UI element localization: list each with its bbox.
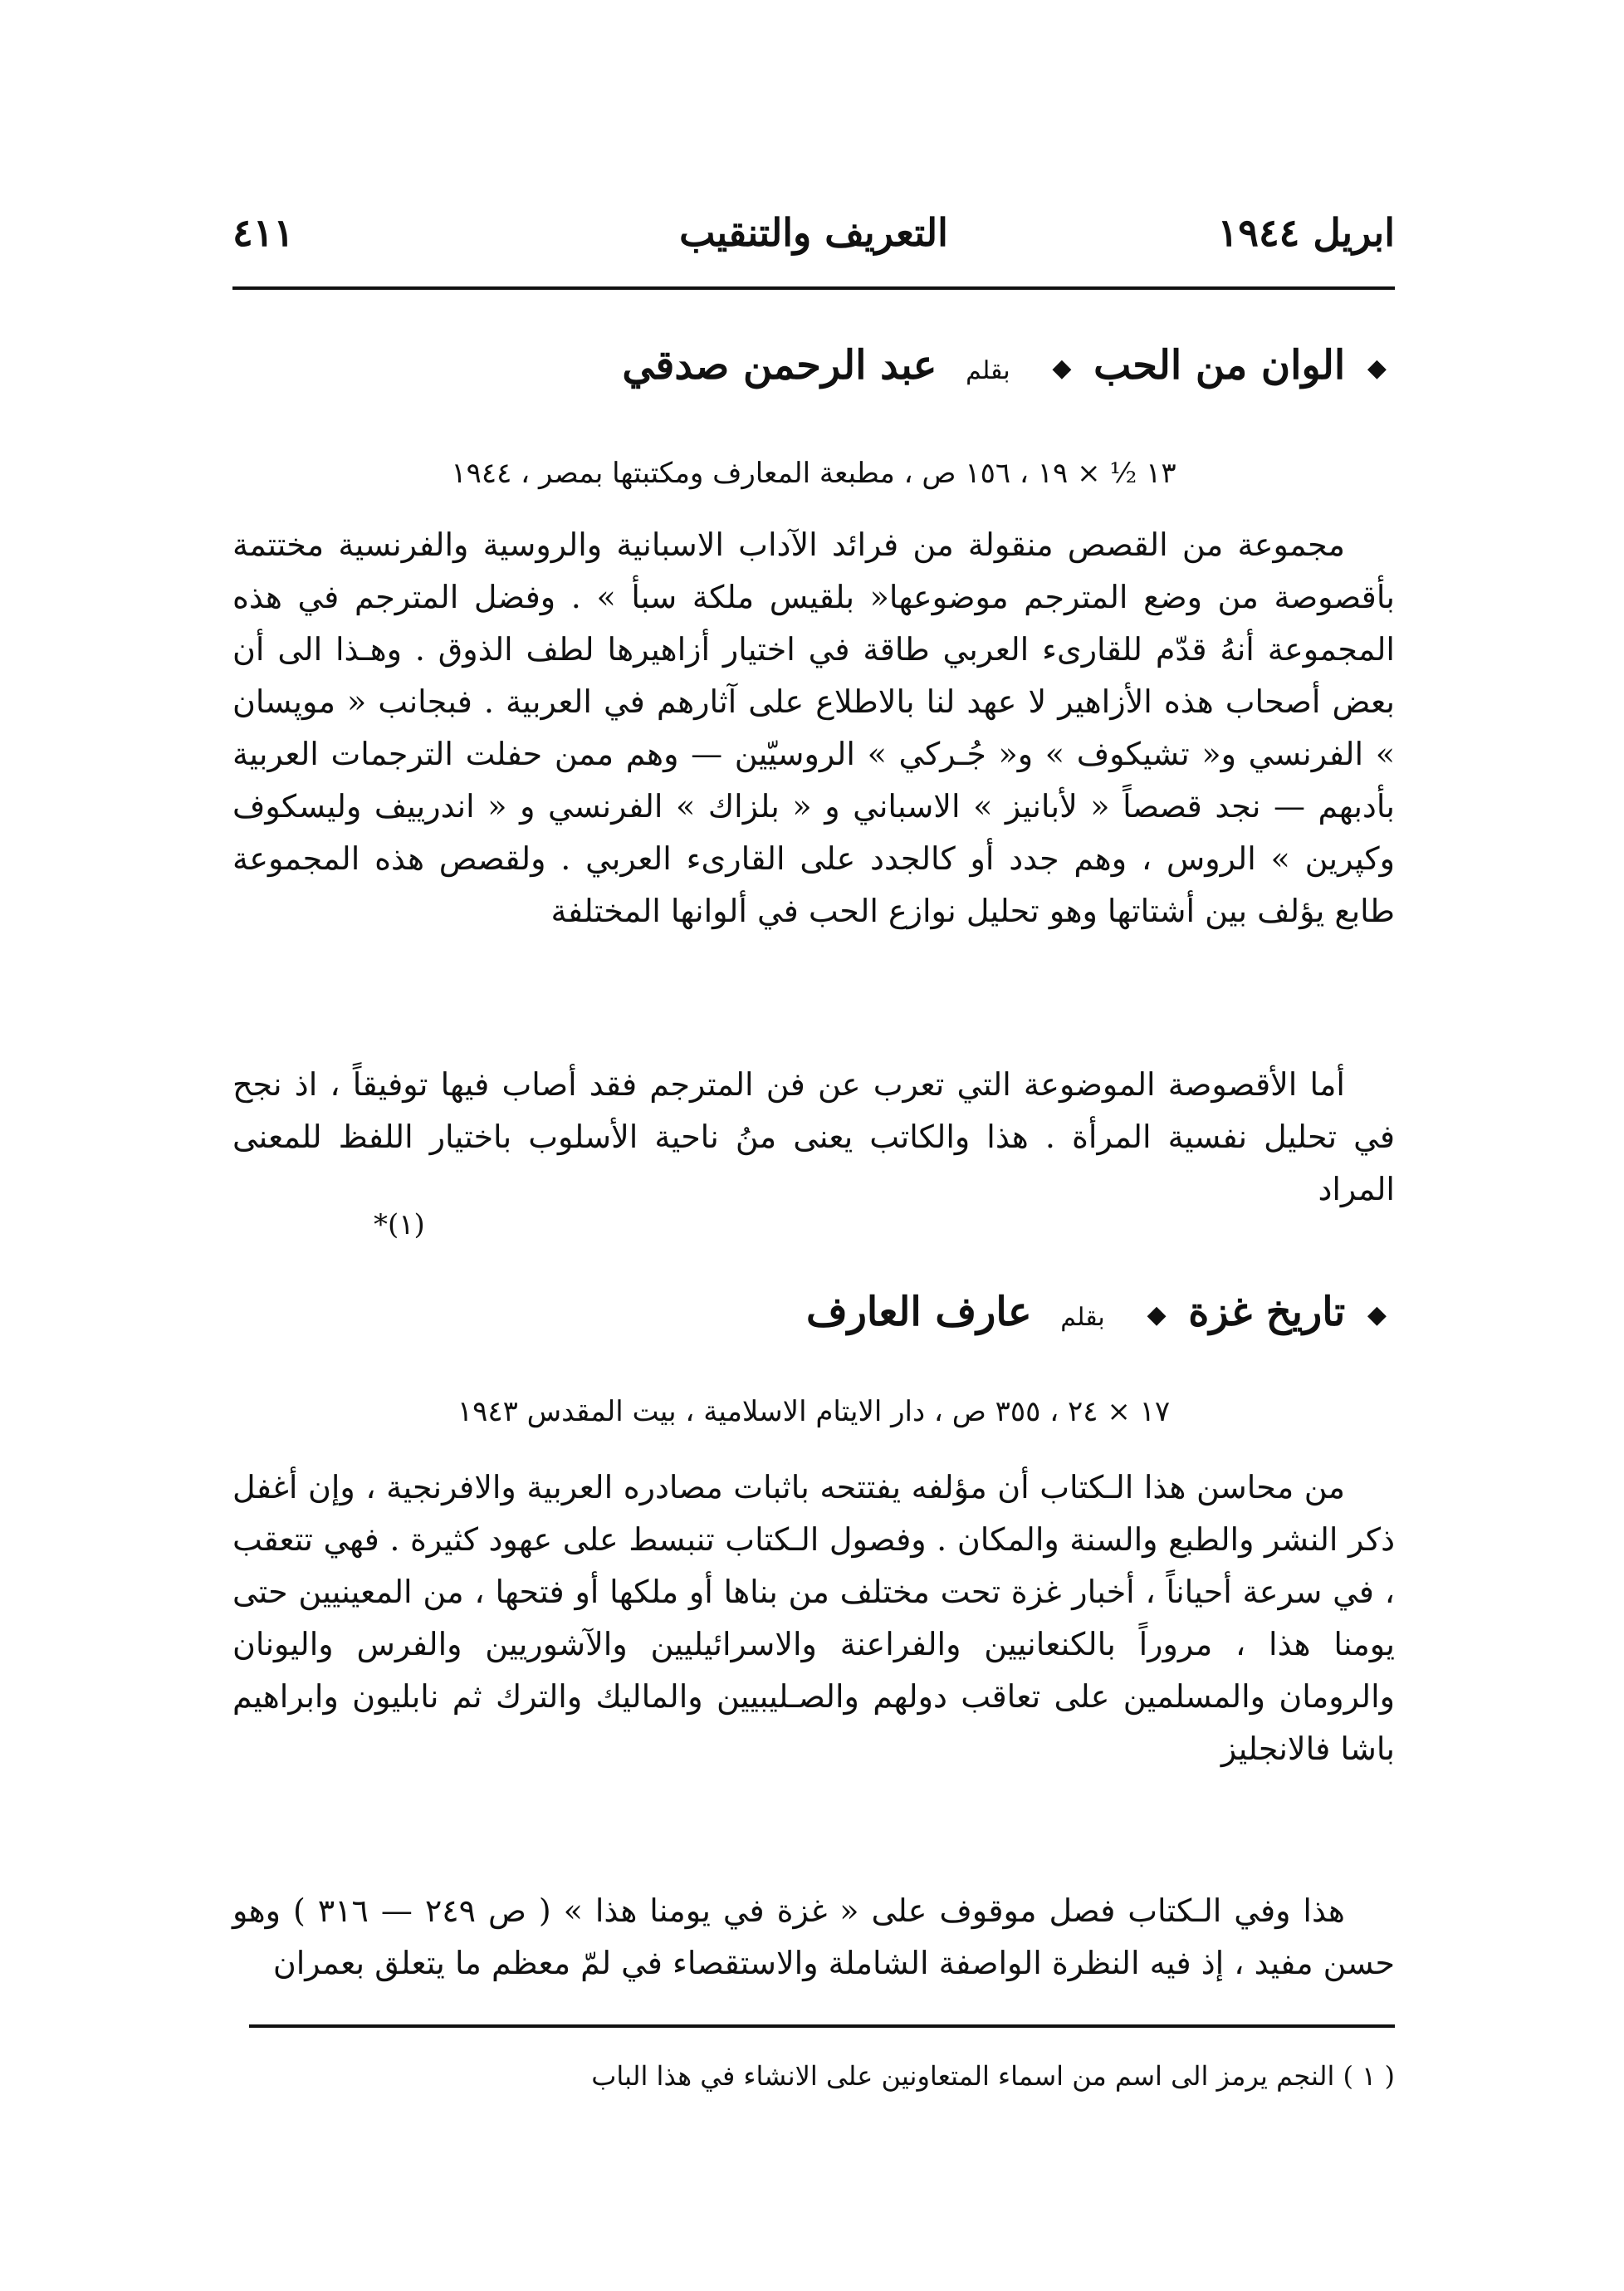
entry-heading: [232, 1275, 1395, 1355]
publication-info: ١٣ ½ × ١٩ ، ١٥٦ ص ، مطبعة المعارف ومكتبتها بمصر ، ١٩٤٤: [451, 457, 1176, 490]
entry-title-line: [232, 1275, 1395, 1355]
footnote: ( ١ ) النجم يرمز الى اسم من اسماء المتعاونين على الانشاء في هذا الباب: [591, 2060, 1395, 2092]
page-number: ٤١١: [232, 210, 295, 255]
by-label: بقلم: [966, 356, 1010, 385]
footnote-marker: *(١): [374, 1208, 425, 1241]
running-header: [232, 199, 1395, 266]
bullet-icon: ◆: [1147, 1300, 1167, 1329]
bullet-icon: ◆: [1367, 353, 1387, 383]
book-title: الوان من الحب: [1093, 342, 1346, 389]
review-paragraph: هذا وفي الـكتاب فصل موقوف على « غزة في يومنا هذا » ( ص ٢٤٩ — ٣١٦ ) وهو حسن مفيد ، إذ فيه النظرة الواصفة الشاملة والاستقصاء في لمّ معظم ما يتعلق بعمران: [232, 1892, 1395, 1981]
header-section-title: التعريف والتنقيب: [679, 210, 948, 255]
review-paragraph: مجموعة من القصص منقولة من فرائد الآداب الاسبانية والروسية والفرنسية مختتمة بأقصوصة من وضع المترجم موضوعها« بلقيس ملكة سبأ » . وفضل المترجم في هذه المجموعة أنهُ قدّم للقارىء العربي طاقة في اختيار أزاهيرها لطف الذوق . وهـذا الى أن بعض أصحاب هذه الأزاهير لا عهد لنا بالاطلاع على آثارهم في العربية . فبجانب « موپسان » الفرنسي و« تشيكوف » و« جُـركي » الروسيّين — وهم ممن حفلت الترجمات العربية بأدبهم — نجد قصصاً « لأبانيز » الاسباني و « بلزاك » الفرنسي و « اندرييف وليسكوف وكپرين » الروس ، وهم جدد أو كالجدد على القارىء العربي . ولقصص هذه المجموعة طابع يؤلف بين أشتاتها وهو تحليل نوازع الحب في ألوانها المختلفة: [232, 526, 1395, 929]
bullet-icon: ◆: [1367, 1300, 1387, 1329]
header-divider: [232, 286, 1395, 290]
footnote-divider: [249, 2024, 1395, 2028]
entry-title-line: [232, 328, 1395, 409]
review-paragraph: أما الأقصوصة الموضوعة التي تعرب عن فن المترجم فقد أصاب فيها توفيقاً ، اذ نجح في تحليل نفسية المرأة . هذا والكاتب يعنى منُ ناحية الأسلوب باختيار اللفظ للمعنى المراد: [232, 1066, 1395, 1207]
publication-info: ١٧ × ٢٤ ، ٣٥٥ ص ، دار الايتام الاسلامية ، بيت المقدس ١٩٤٣: [457, 1395, 1171, 1428]
book-author: عبد الرحمن صدقي: [622, 342, 937, 389]
header-date: ابريل ١٩٤٤: [1217, 210, 1395, 255]
entry-heading: [232, 328, 1395, 409]
review-paragraph: من محاسن هذا الـكتاب أن مؤلفه يفتتحه باثبات مصادره العربية والافرنجية ، وإن أغفل ذكر النشر والطبع والسنة والمكان . وفصول الـكتاب تنبسط على عهود كثيرة . فهي تتعقب ، في سرعة أحياناً ، أخبار غزة تحت مختلف من بناها أو ملكها أو فتحها ، من المعينيين حتى يومنا هذا ، مروراً بالكنعانيين والفراعنة والاسرائيليين والآشوريين والفرس واليونان والرومان والمسلمين على تعاقب دولهم والصـليبيين والماليك والترك ثم نابليون وابراهيم باشا فالانجليز: [232, 1469, 1395, 1767]
book-author: عارف العارف: [805, 1289, 1032, 1335]
bullet-icon: ◆: [1052, 353, 1072, 383]
book-title: تاريخ غزة: [1188, 1289, 1346, 1335]
by-label: بقلم: [1060, 1303, 1105, 1332]
